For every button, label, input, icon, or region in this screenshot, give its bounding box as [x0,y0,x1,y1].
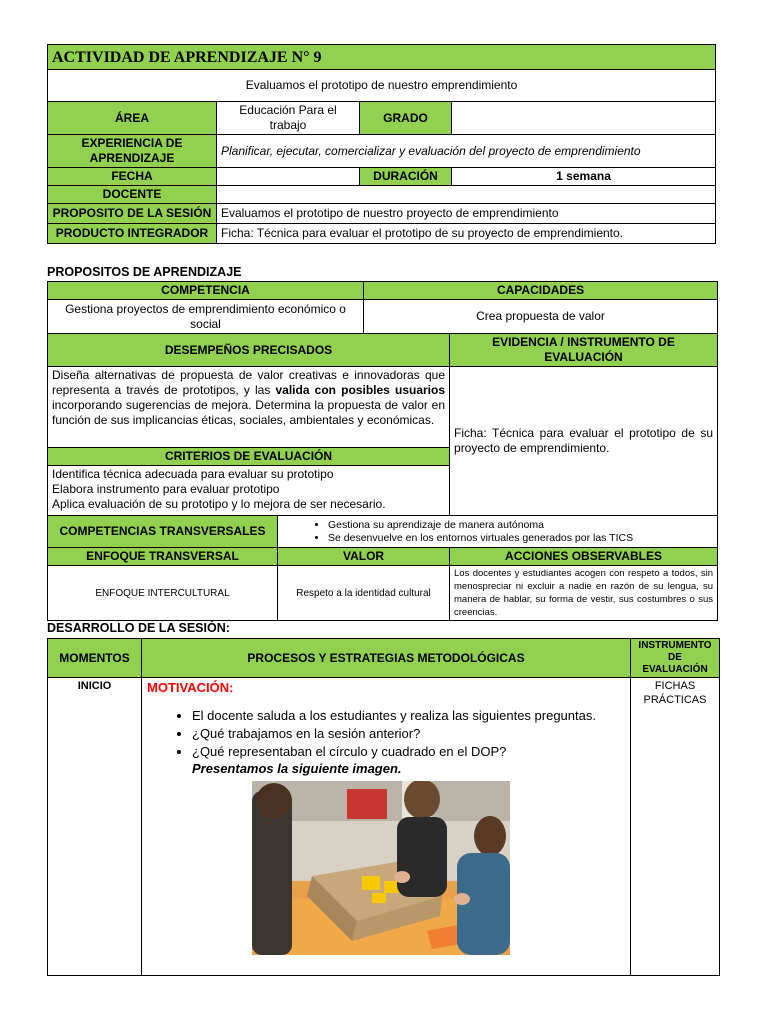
producto-label: PRODUCTO INTEGRADOR [48,224,217,244]
question-item: • ¿Qué trabajamos en la sesión anterior? [192,725,630,743]
comp-transversal-item: • Gestiona su aprendizaje de manera autónoma [328,519,717,532]
fecha-value [217,168,360,186]
comp-transversales-header: COMPETENCIAS TRANSVERSALES [48,516,278,548]
capacidades-value: Crea propuesta de valor [364,300,718,334]
enfoque-value: ENFOQUE INTERCULTURAL [48,566,278,621]
activity-title: ACTIVIDAD DE APRENDIZAJE N° 9 [48,45,716,70]
criterios-list [48,466,450,516]
area-label: ÁREA [48,102,217,135]
docente-value [217,186,716,204]
desarrollo-section-title: DESARROLLO DE LA SESIÓN: [47,621,230,635]
procesos-header: PROCESOS Y ESTRATEGIAS METODOLÓGICAS [142,639,631,678]
comp-transversales-list [278,516,718,548]
experiencia-label: EXPERIENCIA DE APRENDIZAJE [48,135,217,168]
duracion-label: DURACIÓN [360,168,452,186]
duracion-value: 1 semana [452,168,716,186]
valor-header: VALOR [278,548,450,566]
docente-label: DOCENTE [48,186,217,204]
acciones-value: Los docentes y estudiantes acogen con respeto a todos, sin menospreciar ni excluir a nadie en razón de su lengua, su manera de hablar, su forma de vestir, sus costumbres o sus creencias. [450,566,718,621]
capacidades-header: CAPACIDADES [364,282,718,300]
proposito-label: PROPOSITO DE LA SESIÓN [48,204,217,224]
experiencia-value: Planificar, ejecutar, comercializar y evaluación del proyecto de emprendimiento [217,135,716,168]
criterio-item: Elabora instrumento para evaluar prototipo [52,482,280,496]
competencia-header: COMPETENCIA [48,282,364,300]
instrumento-value: FICHAS PRÁCTICAS [631,678,720,976]
propositos-section-title: PROPOSITOS DE APRENDIZAJE [47,265,242,279]
inicio-label: INICIO [48,678,142,976]
valor-value: Respeto a la identidad cultural [278,566,450,621]
criterio-item: Identifica técnica adecuada para evaluar su prototipo [52,467,334,481]
acciones-header: ACCIONES OBSERVABLES [450,548,718,566]
proposito-value: Evaluamos el prototipo de nuestro proyecto de emprendimiento [217,204,716,224]
presentamos-text: Presentamos la siguiente imagen. [192,761,402,776]
momentos-header: MOMENTOS [48,639,142,678]
comp-transversal-item: • Se desenvuelve en los entornos virtuales generados por las TICS [328,532,717,545]
area-value: Educación Para el trabajo [217,102,360,135]
competencia-value: Gestiona proyectos de emprendimiento económico o social [48,300,364,334]
motivacion-label: MOTIVACIÓN: [147,680,234,695]
criterio-item: Aplica evaluación de su prototipo y lo mejora de ser necesario. [52,497,386,511]
photo-illustration [252,781,510,955]
grado-value [452,102,716,135]
enfoque-header: ENFOQUE TRANSVERSAL [48,548,278,566]
evidencia-header: EVIDENCIA / INSTRUMENTO DE EVALUACIÓN [450,334,718,367]
criterios-header: CRITERIOS DE EVALUACIÓN [48,448,450,466]
activity-subtitle: Evaluamos el prototipo de nuestro emprendimiento [48,70,716,102]
prototype-testing-photo [252,781,510,955]
activity-header-table [47,44,716,244]
desempenos-value: Diseña alternativas de propuesta de valor creativas e innovadoras que representa a través de prototipos, y las valida con posibles usuarios incorporando sugerencias de mejora. Determina la propuesta de valor en función de sus implicancias éticas, sociales, ambientales y económicas. [48,367,450,448]
evidencia-value: Ficha: Técnica para evaluar el prototipo de su proyecto de emprendimiento. [450,367,718,516]
question-item: • El docente saluda a los estudiantes y realiza las siguientes preguntas. [192,707,630,725]
fecha-label: FECHA [48,168,217,186]
desempenos-header: DESEMPEÑOS PRECISADOS [48,334,450,367]
producto-value: Ficha: Técnica para evaluar el prototipo de su proyecto de emprendimiento. [217,224,716,244]
grado-label: GRADO [360,102,452,135]
question-item: • ¿Qué representaban el círculo y cuadrado en el DOP? [192,743,630,761]
propositos-table [47,281,718,621]
instrumento-header: INSTRUMENTO DE EVALUACIÓN [631,639,720,678]
